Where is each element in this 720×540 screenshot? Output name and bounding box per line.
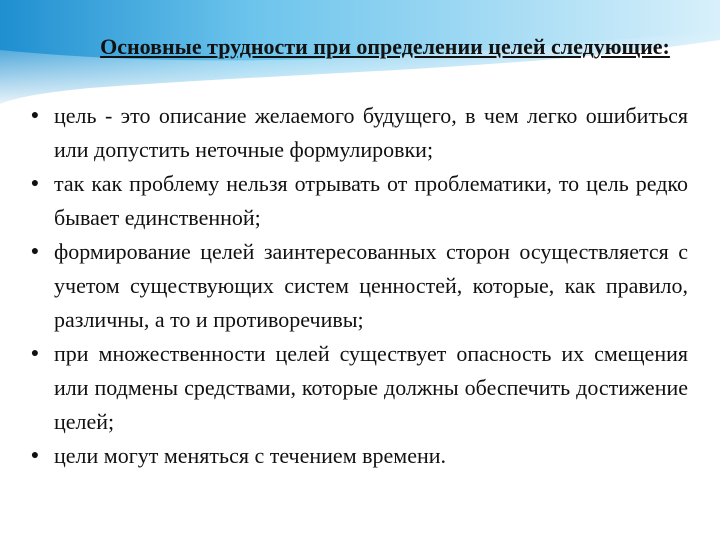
list-item	[28, 167, 688, 235]
list-item	[28, 235, 688, 337]
list-item	[28, 99, 688, 167]
bullet-icon: ●	[30, 346, 40, 361]
list-item-text: при множественности целей существует опасность их смещения или подмены средствами, которые должны обеспечить достижение целей;	[54, 341, 688, 434]
list-item-text: цели могут меняться с течением времени.	[54, 443, 447, 468]
list-item	[28, 439, 688, 473]
bullet-list	[28, 99, 688, 473]
list-item-text: формирование целей заинтересованных сторон осуществляется с учетом существующих систем ценностей, которые, как правило, различны, а то и противоречивы;	[54, 239, 688, 332]
list-item	[28, 337, 688, 439]
list-item-text: цель - это описание желаемого будущего, в чем легко ошибиться или допустить неточные формулировки;	[54, 103, 688, 162]
list-item-text: так как проблему нельзя отрывать от проблематики, то цель редко бывает единственной;	[54, 171, 688, 230]
bullet-icon: ●	[30, 176, 40, 191]
slide-title: Основные трудности при определении целей следующие:	[100, 34, 670, 59]
bullet-icon: ●	[30, 448, 40, 463]
bullet-icon: ●	[30, 108, 40, 123]
bullet-icon: ●	[30, 244, 40, 259]
